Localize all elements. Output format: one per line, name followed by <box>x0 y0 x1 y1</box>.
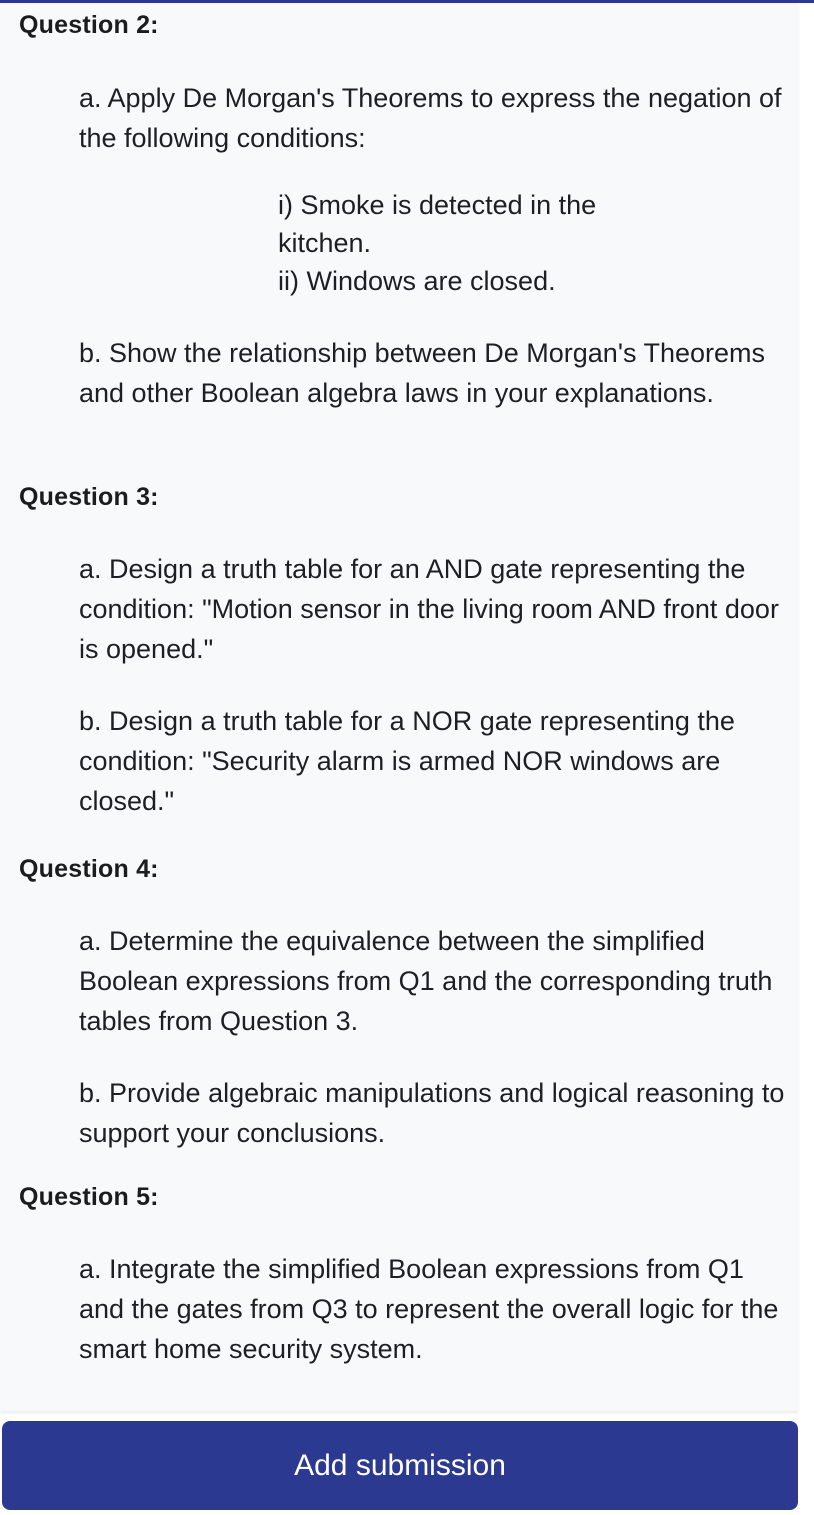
question-4a: a. Determine the equivalence between the simplified Boolean expressions from Q1 and the corresponding truth tables from Question 3. <box>79 926 773 1036</box>
question-2b: b. Show the relationship between De Morgan's Theorems and other Boolean algebra laws in your explanations. <box>79 338 766 408</box>
add-submission-button[interactable]: Add submission <box>2 1421 798 1510</box>
question-4b: b. Provide algebraic manipulations and logical reasoning to support your conclusions. <box>79 1078 785 1148</box>
question-5a: a. Integrate the simplified Boolean expressions from Q1 and the gates from Q3 to represent the overall logic for the smart home security system. <box>79 1254 779 1364</box>
question-2-item-ii: ii) Windows are closed. <box>278 266 556 296</box>
question-5-heading: Question 5: <box>19 1183 159 1211</box>
question-2-heading: Question 2: <box>19 11 159 39</box>
question-3a: a. Design a truth table for an AND gate representing the condition: "Motion sensor in the living room AND front door is opened." <box>79 554 779 664</box>
question-3-heading: Question 3: <box>19 483 159 511</box>
question-2-item-i: i) Smoke is detected in the kitchen. <box>278 190 597 258</box>
question-4-heading: Question 4: <box>19 855 159 883</box>
question-2a: a. Apply De Morgan's Theorems to express the negation of the following conditions: <box>79 83 782 153</box>
question-3b: b. Design a truth table for a NOR gate representing the condition: "Security alarm is armed NOR windows are closed." <box>79 706 735 816</box>
assignment-description <box>0 3 798 1411</box>
